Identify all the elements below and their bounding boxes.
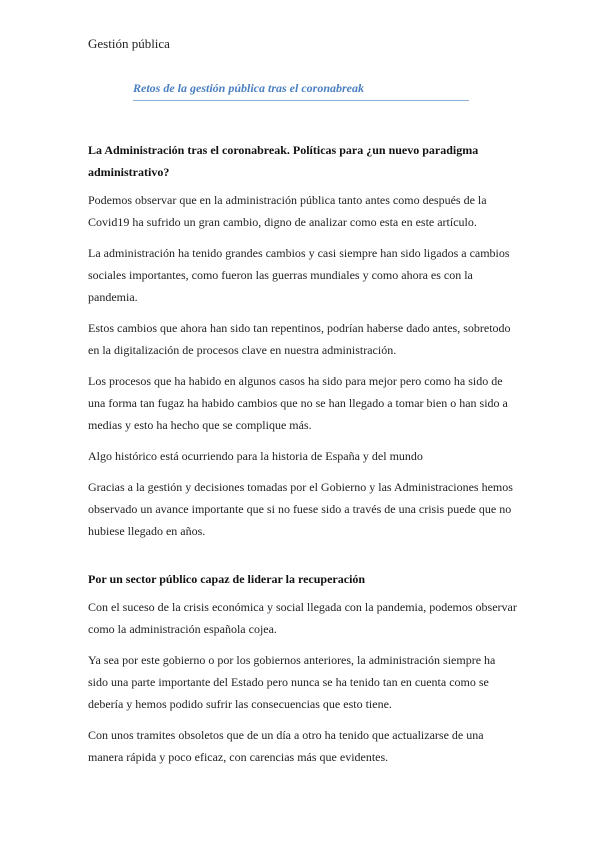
paragraph: Estos cambios que ahora han sido tan repentinos, podrían haberse dado antes, sobretodo en la digitalización de procesos clave en nuestra administración. xyxy=(88,321,511,357)
paragraph: Con el suceso de la crisis económica y social llegada con la pandemia, podemos observar como la administración española cojea. xyxy=(88,600,517,636)
section-heading: Por un sector público capaz de liderar la recuperación xyxy=(88,572,366,586)
paragraph: Gracias a la gestión y decisiones tomadas por el Gobierno y las Administraciones hemos observado un avance importante que si no fuese sido a través de una crisis puede que no hubiese llegado en años. xyxy=(88,480,513,538)
section-heading: La Administración tras el coronabreak. Políticas para ¿un nuevo paradigma administrativo? xyxy=(88,143,479,179)
paragraph: Con unos tramites obsoletos que de un día a otro ha tenido que actualizarse de una manera rápida y poco eficaz, con carencias más que evidentes. xyxy=(88,728,484,764)
paragraph: Ya sea por este gobierno o por los gobiernos anteriores, la administración siempre ha sido una parte importante del Estado pero nunca se ha tenido tan en cuenta como se debería y hemos podido sufrir las consecuencias que esto tiene. xyxy=(88,653,496,711)
running-header: Gestión pública xyxy=(88,36,170,51)
document-body xyxy=(88,139,518,777)
paragraph: Algo histórico está ocurriendo para la historia de España y del mundo xyxy=(88,449,423,463)
paragraph: Podemos observar que en la administración pública tanto antes como después de la Covid19 ha sufrido un gran cambio, digno de analizar como esta en este artículo. xyxy=(88,193,487,229)
paragraph: Los procesos que ha habido en algunos casos ha sido para mejor pero como ha sido de una forma tan fugaz ha habido cambios que no se han llegado a tomar bien o han sido a medias y esto ha hecho que se complique más. xyxy=(88,374,508,432)
section-sector-publico xyxy=(88,568,518,768)
section-administracion xyxy=(88,139,518,542)
paragraph: La administración ha tenido grandes cambios y casi siempre han sido ligados a cambios sociales importantes, como fueron las guerras mundiales y como ahora es con la pandemia. xyxy=(88,246,510,304)
subtitle-block xyxy=(133,80,469,101)
document-subtitle: Retos de la gestión pública tras el coronabreak xyxy=(133,81,364,95)
